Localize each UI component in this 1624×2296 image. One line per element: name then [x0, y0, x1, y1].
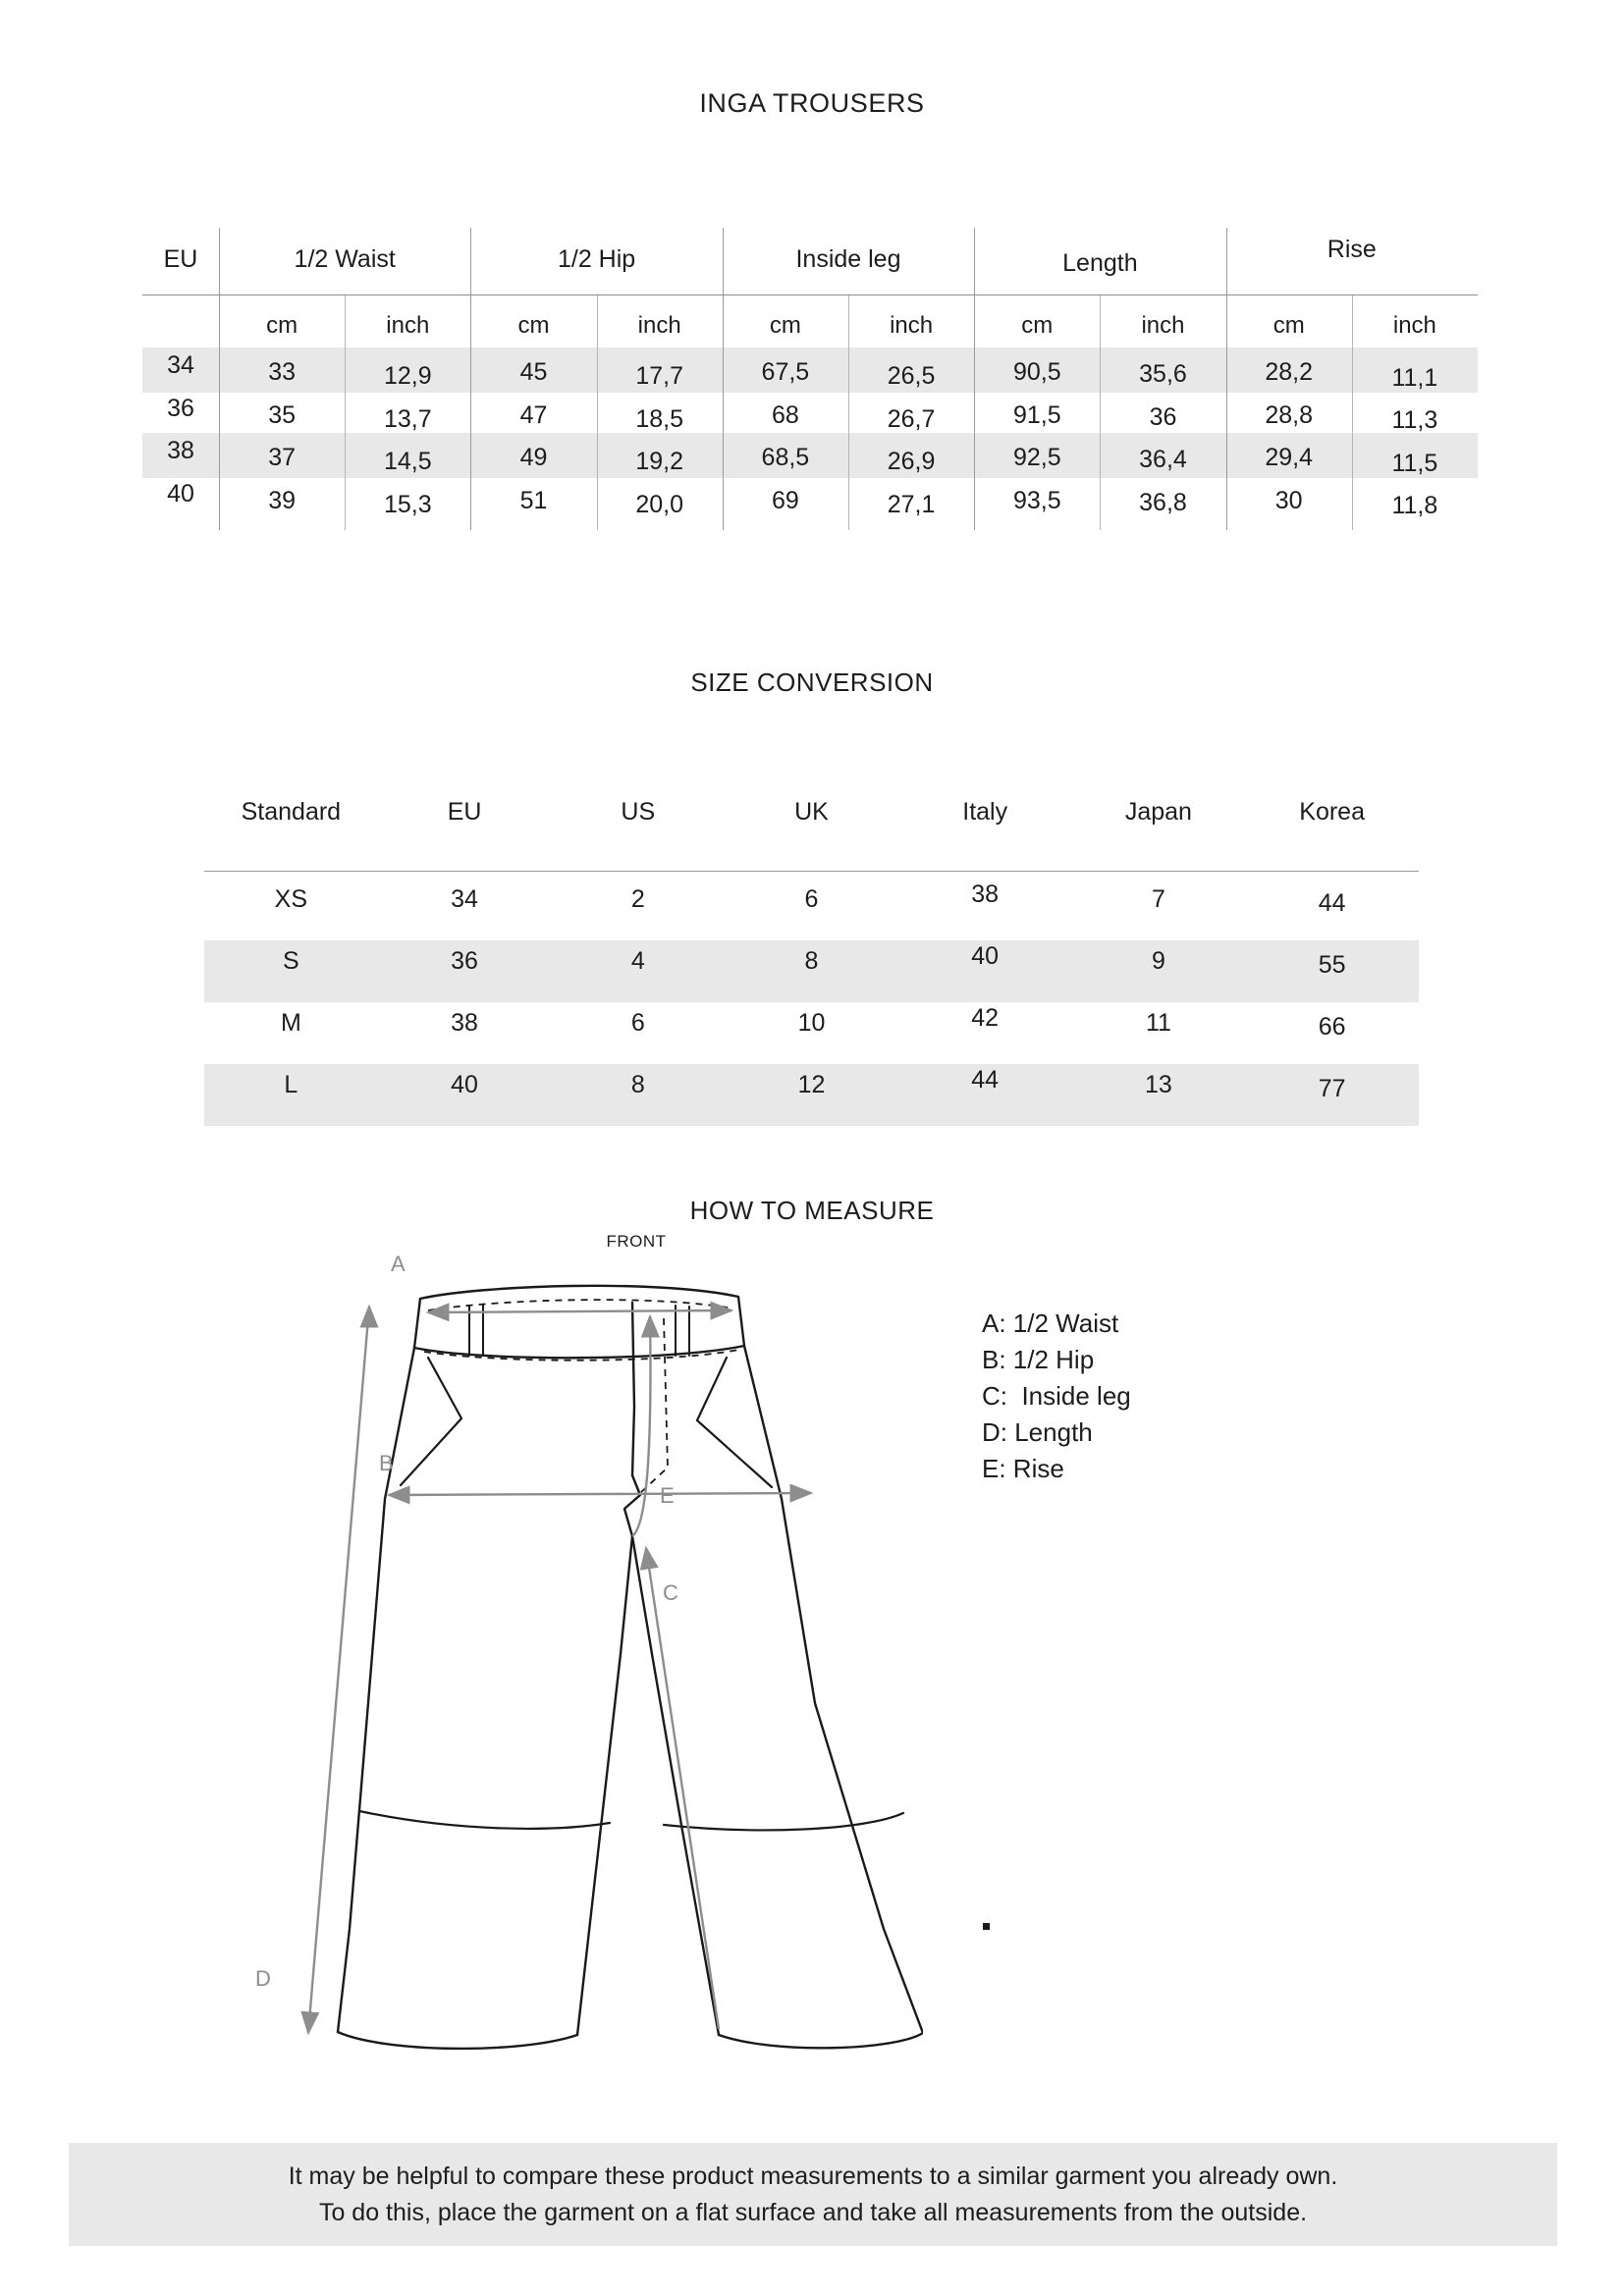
table-cell: 69	[771, 486, 799, 514]
table-cell: 49	[519, 444, 548, 471]
row-size-label: 36	[167, 394, 194, 422]
table-cell: 26,5	[887, 362, 936, 391]
table-cell: 19,2	[635, 448, 684, 476]
column-header-eu: EU	[163, 245, 198, 273]
conversion-cell: 6	[630, 1009, 645, 1037]
table-cell: 45	[519, 358, 548, 386]
table-cell: 36,4	[1139, 446, 1187, 474]
conversion-column-header: Japan	[1124, 798, 1192, 826]
how-to-measure-title: HOW TO MEASURE	[689, 1196, 935, 1225]
conversion-header-rule	[204, 871, 1419, 872]
conversion-cell: 44	[971, 1066, 1000, 1094]
column-group-header: Rise	[1326, 236, 1377, 263]
unit-header: cm	[1272, 312, 1305, 339]
unit-header: cm	[517, 312, 550, 339]
table-cell: 11,1	[1391, 363, 1438, 392]
table-cell: 30	[1274, 486, 1303, 514]
table-cell: 11,5	[1391, 449, 1438, 477]
conversion-cell: 13	[1145, 1071, 1172, 1098]
table-cell: 15,3	[383, 490, 432, 518]
conversion-standard-label: M	[280, 1009, 301, 1037]
table-cell: 68	[771, 400, 799, 429]
dimension-arrow-e	[632, 1316, 650, 1536]
unit-header: inch	[637, 312, 681, 339]
conversion-cell: 11	[1145, 1009, 1171, 1037]
column-group-header: 1/2 Hip	[557, 245, 636, 273]
column-group-header: 1/2 Waist	[294, 245, 396, 273]
conversion-cell: 6	[804, 885, 819, 913]
conversion-standard-label: L	[284, 1071, 298, 1098]
table-cell: 26,9	[887, 448, 936, 476]
table-cell: 47	[519, 400, 548, 429]
unit-header: cm	[266, 312, 298, 339]
table-cell: 11,3	[1391, 406, 1438, 434]
conversion-column-header: Standard	[241, 798, 342, 826]
table-cell: 36	[1149, 402, 1177, 431]
unit-header: inch	[1141, 312, 1185, 339]
conversion-cell: 66	[1318, 1013, 1346, 1041]
header-rule	[142, 294, 1478, 295]
conversion-column-header: EU	[447, 798, 482, 826]
dimension-arrow-b	[389, 1493, 811, 1495]
conversion-column-header: Italy	[962, 798, 1008, 826]
dimension-arrow-a	[428, 1310, 731, 1312]
trouser-technical-drawing	[236, 1242, 923, 2086]
conversion-cell: 42	[971, 1004, 1000, 1032]
footer-note	[69, 2143, 1557, 2246]
table-cell: 17,7	[635, 362, 684, 391]
unit-header: inch	[386, 312, 430, 339]
table-cell: 35,6	[1139, 360, 1187, 389]
row-size-label: 34	[167, 351, 194, 379]
table-cell: 67,5	[761, 358, 810, 386]
measure-legend	[982, 1306, 1434, 1487]
table-cell: 14,5	[383, 448, 432, 476]
column-group-header: Length	[1062, 249, 1138, 277]
conversion-cell: 4	[630, 947, 645, 975]
table-cell: 92,5	[1012, 444, 1061, 471]
page-title: INGA TROUSERS	[699, 88, 925, 118]
table-cell: 28,8	[1265, 400, 1314, 429]
table-cell: 35	[268, 400, 296, 429]
conversion-cell: 38	[451, 1009, 478, 1037]
row-size-label: 40	[167, 479, 194, 507]
trouser-diagram	[236, 1232, 923, 2086]
dimension-label-b: B	[379, 1451, 394, 1475]
conversion-cell: 44	[1318, 889, 1346, 917]
size-conversion-title: SIZE CONVERSION	[690, 667, 934, 697]
table-cell: 37	[268, 444, 296, 471]
conversion-cell: 55	[1318, 951, 1346, 979]
conversion-cell: 7	[1151, 885, 1165, 913]
footer-note-line-2: To do this, place the garment on a flat surface and take all measurements from the outside.	[318, 2198, 1308, 2226]
legend-item-a: A: 1/2 Waist	[982, 1308, 1119, 1338]
conversion-cell: 36	[451, 947, 478, 975]
conversion-cell: 38	[971, 881, 1000, 908]
conversion-cell: 2	[630, 885, 645, 913]
unit-header: inch	[890, 312, 934, 339]
conversion-column-header: UK	[794, 798, 829, 826]
table-cell: 26,7	[887, 404, 936, 433]
table-cell: 51	[519, 486, 548, 514]
table-cell: 68,5	[761, 444, 810, 471]
legend-item-c: C: Inside leg	[982, 1381, 1131, 1411]
table-cell: 28,2	[1265, 358, 1314, 386]
dimension-arrow-c	[646, 1548, 719, 2029]
front-view-label: FRONT	[606, 1232, 667, 1251]
table-cell: 90,5	[1012, 358, 1061, 386]
dimension-arrow-d	[308, 1307, 369, 2033]
unit-header: cm	[769, 312, 801, 339]
row-size-label: 38	[167, 437, 194, 464]
stray-dot-artifact	[983, 1923, 990, 1930]
conversion-standard-label: S	[283, 947, 299, 975]
table-cell: 36,8	[1139, 488, 1187, 516]
conversion-cell: 77	[1318, 1075, 1346, 1102]
dimension-label-e: E	[660, 1483, 675, 1508]
unit-header: cm	[1021, 312, 1054, 339]
table-cell: 20,0	[635, 490, 684, 518]
column-group-header: Inside leg	[795, 245, 901, 273]
conversion-cell: 8	[804, 947, 819, 975]
table-cell: 27,1	[887, 490, 936, 518]
conversion-standard-label: XS	[274, 885, 308, 913]
table-cell: 18,5	[635, 404, 684, 433]
legend-item-b: B: 1/2 Hip	[982, 1345, 1095, 1374]
conversion-cell: 40	[451, 1071, 478, 1098]
legend-item-d: D: Length	[982, 1417, 1093, 1447]
conversion-cell: 12	[797, 1071, 826, 1098]
table-cell: 93,5	[1012, 486, 1061, 514]
conversion-cell: 10	[797, 1009, 826, 1037]
dimension-label-a: A	[391, 1252, 406, 1276]
size-conversion-table	[204, 780, 1419, 1114]
conversion-cell: 34	[451, 885, 478, 913]
measurement-table	[142, 228, 1478, 640]
legend-item-e: E: Rise	[982, 1454, 1064, 1483]
conversion-cell: 9	[1151, 947, 1165, 975]
table-cell: 11,8	[1391, 492, 1438, 519]
conversion-cell: 40	[971, 942, 1000, 970]
table-cell: 29,4	[1265, 444, 1314, 471]
table-cell: 39	[268, 486, 296, 514]
conversion-column-header: Korea	[1299, 798, 1365, 826]
footer-note-line-1: It may be helpful to compare these product measurements to a similar garment you already own.	[288, 2162, 1338, 2190]
table-cell: 12,9	[383, 362, 432, 391]
dimension-label-d: D	[255, 1966, 271, 1991]
table-cell: 13,7	[383, 404, 432, 433]
table-cell: 91,5	[1012, 400, 1061, 429]
unit-header: inch	[1392, 312, 1436, 339]
conversion-cell: 8	[630, 1071, 645, 1098]
dimension-label-c: C	[663, 1580, 678, 1605]
measurement-table-grid	[142, 228, 1478, 640]
table-cell: 33	[268, 358, 296, 386]
conversion-column-header: US	[621, 798, 656, 826]
